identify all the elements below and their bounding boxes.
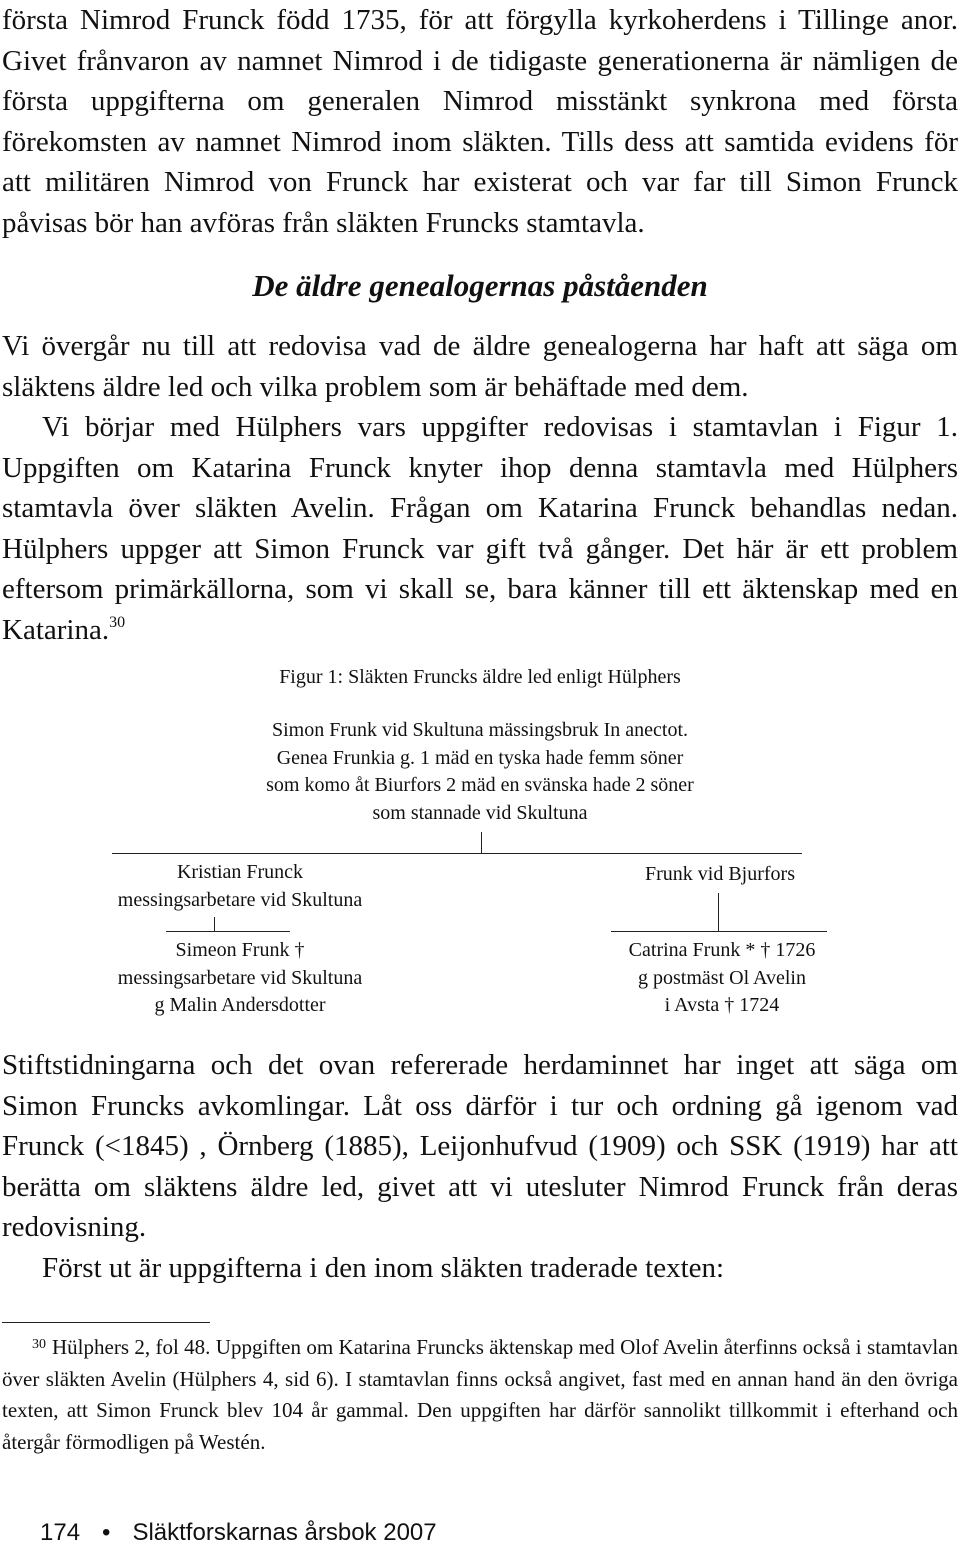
tree-node-root bbox=[200, 717, 760, 827]
footnote-text: Hülphers 2, fol 48. Uppgiften om Katarina Fruncks äktenskap med Olof Avelin återfinns också i stamtavlan över släkten Avelin (Hülphers 4, sid 6). I stamtavlan finns också angivet, fast med en annan hand än den övriga texten, att Simon Frunck blev 104 år gammal. Den uppgiften har därför sannolikt tillkommit i efterhand och återgår förmodligen på Westén. bbox=[2, 1335, 958, 1454]
tree-node-right-grandchild-line-2: g postmäst Ol Avelin bbox=[638, 966, 806, 989]
tree-node-left-child-line-1: Kristian Frunck bbox=[176, 861, 304, 883]
tree-node-right-child bbox=[590, 861, 850, 889]
tree-node-right-child-line-1: Frunk vid Bjurfors bbox=[645, 863, 795, 885]
footnote-number: 30 bbox=[32, 1337, 46, 1352]
tree-connector-sibling-bar bbox=[112, 853, 802, 854]
tree-connector-left-bar bbox=[166, 931, 290, 932]
tree-node-right-grandchild-line-3: i Avsta † 1724 bbox=[664, 994, 780, 1016]
footnote bbox=[2, 1332, 958, 1458]
body-paragraph-2 bbox=[2, 326, 958, 650]
footer-bullet: • bbox=[102, 1519, 111, 1546]
tree-node-root-line-4: som stannade vid Skultuna bbox=[372, 801, 588, 824]
footnote-divider bbox=[2, 1322, 210, 1323]
tree-connector-right-down bbox=[718, 893, 719, 932]
tree-node-root-line-1: Simon Frunk vid Skultuna mässingsbruk In anectot. bbox=[271, 719, 689, 741]
tree-node-left-grandchild-line-1: Simeon Frunk † bbox=[175, 939, 305, 961]
footnote-reference[interactable]: 30 bbox=[109, 613, 126, 631]
tree-connector-root-down bbox=[481, 832, 482, 854]
body-paragraph-3 bbox=[2, 1045, 958, 1288]
tree-node-right-grandchild-line-1: Catrina Frunk * † 1726 bbox=[628, 939, 816, 961]
tree-node-right-grandchild bbox=[590, 937, 854, 1020]
body-paragraph-2b-text: Vi börjar med Hülphers vars uppgifter redovisas i stamtavlan i Figur 1. Uppgiften om Katarina Frunck knyter ihop denna stamtavla med Hülphers stamtavla över släkten Avelin. Frågan om Katarina Frunck behandlas nedan. Hülphers uppger att Simon Frunck var gift två gånger. Det här är ett problem eftersom primärkällorna, som vi skall se, bara känner till ett äktenskap med en Katarina. bbox=[2, 411, 958, 646]
body-paragraph-3-text: Stiftstidningarna och det ovan refererade herdaminnet har inget att säga om Simon Fruncks avkomlingar. Låt oss därför i tur och ordning gå igenom vad Frunck (<1845) , Örnberg (1885), Leijonhufvud (1909) och SSK (1919) har att berätta om släktens äldre led, givet att vi utesluter Nimrod Frunck från deras redovisning. bbox=[2, 1049, 958, 1243]
publication-title: Släktforskarnas årsbok 2007 bbox=[132, 1519, 437, 1546]
page-footer bbox=[40, 1518, 437, 1548]
body-paragraph-2-text: Vi övergår nu till att redovisa vad de äldre genealogerna har haft att säga om släktens äldre led och vilka problem som är behäftade med dem. bbox=[2, 330, 958, 403]
section-heading: De äldre genealogernas påståenden bbox=[252, 268, 708, 303]
tree-connector-right-bar bbox=[611, 931, 827, 932]
tree-node-left-grandchild-line-3: g Malin Andersdotter bbox=[154, 994, 326, 1016]
figure-caption: Figur 1: Släkten Fruncks äldre led enligt Hülphers bbox=[279, 666, 681, 688]
tree-node-left-child-line-2: messingsarbetare vid Skultuna bbox=[117, 888, 363, 911]
tree-node-left-grandchild bbox=[60, 937, 420, 1020]
tree-node-left-grandchild-line-2: messingsarbetare vid Skultuna bbox=[117, 966, 363, 989]
page-number: 174 bbox=[40, 1519, 81, 1546]
tree-node-root-line-2: Genea Frunkia g. 1 mäd en tyska hade femm söner bbox=[276, 746, 684, 769]
tree-connector-left-down bbox=[214, 917, 215, 932]
body-paragraph-4-text: Först ut är uppgifterna i den inom släkten traderade texten: bbox=[42, 1251, 725, 1284]
body-paragraph-1: första Nimrod Frunck född 1735, för att förgylla kyrkoherdens i Tillinge anor. Givet frånvaron av namnet Nimrod i de tidigaste generationerna är nämligen de första uppgifterna om generalen Nimrod misstänkt synkrona med första förekomsten av namnet Nimrod inom släkten. Tills dess att samtida evidens för att militären Nimrod von Frunck har existerat och var far till Simon Frunck påvisas bör han avföras från släkten Fruncks stamtavla. bbox=[2, 4, 958, 239]
tree-node-root-line-3: som komo åt Biurfors 2 mäd en svänska hade 2 söner bbox=[266, 774, 694, 796]
tree-node-left-child bbox=[60, 859, 420, 914]
